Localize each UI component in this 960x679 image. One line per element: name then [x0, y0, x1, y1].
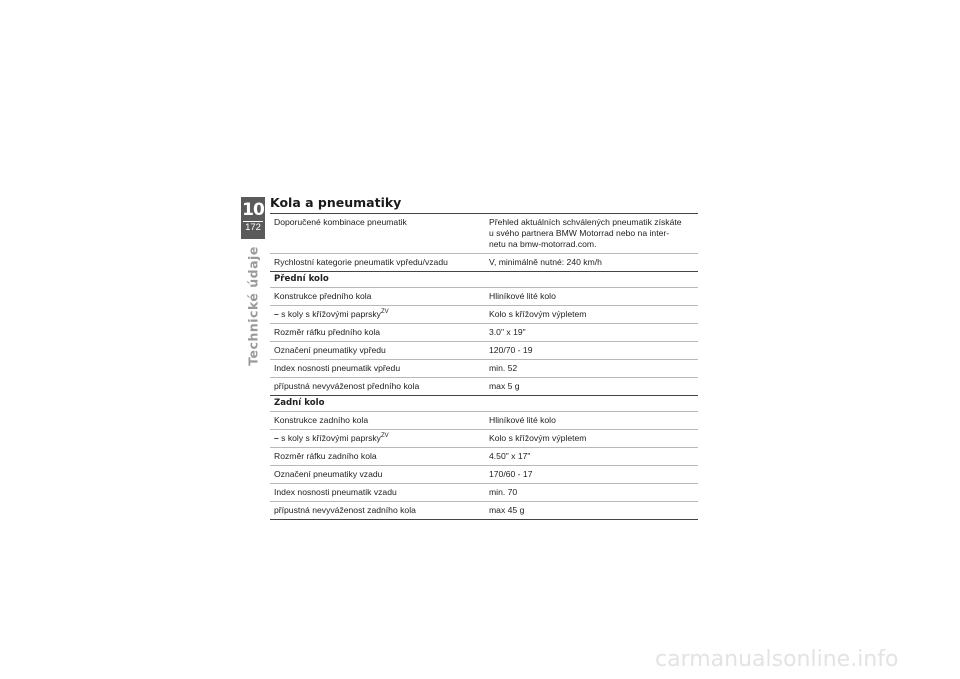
- label-text: s koly s křížovými paprsky: [281, 309, 381, 319]
- row-value: max 45 g: [489, 505, 525, 515]
- row-label: [270, 306, 485, 323]
- table-row: [270, 378, 698, 396]
- dash-mark: –: [274, 309, 279, 319]
- row-value: [485, 214, 698, 253]
- row-value: Hliníkové lité kolo: [489, 415, 556, 425]
- rear-wheel-heading: Zadní kolo: [274, 398, 325, 408]
- row-value: 4.50" x 17": [489, 451, 531, 461]
- chapter-tab: [241, 197, 265, 239]
- table-row: [270, 502, 698, 520]
- row-label: Index nosnosti pneumatik vzadu: [274, 487, 397, 497]
- chapter-number: 10: [242, 200, 264, 220]
- section-title: Kola a pneumatiky: [270, 195, 402, 210]
- page-number: 172: [243, 221, 263, 234]
- row-value: 120/70 - 19: [489, 345, 533, 355]
- table-row: [270, 306, 698, 324]
- group-heading-row: [270, 272, 698, 288]
- row-label: Rozměr ráfku zadního kola: [274, 451, 377, 461]
- row-value: min. 52: [489, 363, 518, 373]
- option-superscript: ZV: [380, 309, 389, 316]
- row-value: Kolo s křížovým výpletem: [489, 433, 587, 443]
- watermark: carmanualsonline.info: [655, 647, 899, 672]
- row-label: přípustná nevyváženost předního kola: [274, 381, 420, 391]
- table-row: [270, 342, 698, 360]
- table-row: [270, 254, 698, 272]
- table-row: [270, 360, 698, 378]
- table-row: [270, 214, 698, 254]
- table-row: [270, 412, 698, 430]
- spec-table: [270, 213, 698, 520]
- front-wheel-heading: Přední kolo: [274, 274, 329, 284]
- row-label: Konstrukce předního kola: [274, 291, 372, 301]
- row-label: Rychlostní kategorie pneumatik vpředu/vzadu: [274, 257, 448, 267]
- row-label: Označení pneumatiky vzadu: [274, 469, 383, 479]
- table-row: [270, 484, 698, 502]
- table-row: [270, 430, 698, 448]
- value-line: netu na bmw-motorrad.com.: [489, 239, 597, 249]
- row-label: Označení pneumatiky vpředu: [274, 345, 386, 355]
- label-text: s koly s křížovými paprsky: [281, 433, 381, 443]
- row-label: Rozměr ráfku předního kola: [274, 327, 381, 337]
- group-heading-row: [270, 396, 698, 412]
- row-value: min. 70: [489, 487, 518, 497]
- row-value: 3.0" x 19": [489, 327, 526, 337]
- table-row: [270, 466, 698, 484]
- table-row: [270, 288, 698, 306]
- value-line: u svého partnera BMW Motorrad nebo na inter-: [489, 228, 670, 238]
- row-label: přípustná nevyváženost zadního kola: [274, 505, 416, 515]
- row-label: Index nosnosti pneumatik vpředu: [274, 363, 401, 373]
- dash-mark: –: [274, 433, 279, 443]
- row-label: Konstrukce zadního kola: [274, 415, 369, 425]
- row-label: Doporučené kombinace pneumatik: [274, 217, 407, 227]
- row-value: 170/60 - 17: [489, 469, 533, 479]
- row-value: V, minimálně nutné: 240 km/h: [489, 257, 602, 267]
- value-line: Přehled aktuálních schválených pneumatik získáte: [489, 217, 682, 227]
- chapter-title: Technické údaje: [245, 246, 261, 366]
- table-row: [270, 448, 698, 466]
- row-value: Kolo s křížovým výpletem: [489, 309, 587, 319]
- row-value: max 5 g: [489, 381, 520, 391]
- row-label: [270, 430, 485, 447]
- option-superscript: ZV: [380, 433, 389, 440]
- row-value: Hliníkové lité kolo: [489, 291, 556, 301]
- table-row: [270, 324, 698, 342]
